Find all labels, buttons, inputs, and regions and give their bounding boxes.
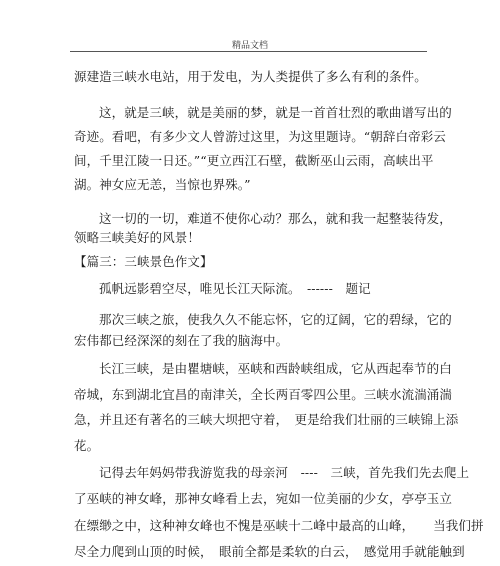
text-line: 记得去年妈妈带我游览我的母亲河 ---- 三峡，首先我们先去爬上 (99, 465, 470, 480)
text-line: 领略三峡美好的风景！ (74, 230, 201, 245)
text-line: 在缥缈之中，这种神女峰也不愧是巫峡十二峰中最高的山峰， 当我们拼 (74, 518, 484, 533)
text-line: 帝城，东到湖北宜昌的南津关，全长两百零四公里。三峡水流湍涌湍 (74, 387, 453, 402)
section-heading: 【篇三：三峡景色作文】 (74, 254, 213, 269)
text-line: 那次三峡之旅，使我久久不能忘怀，它的辽阔，它的碧绿，它的 (99, 312, 452, 327)
text-line: 长江三峡，是由瞿塘峡，巫峡和西龄峡组成，它从西起奉节的白 (99, 361, 452, 376)
text-line: 尽全力爬到山顶的时候， 眼前全都是柔软的白云， 感觉用手就能触到 (74, 544, 465, 559)
header-divider (70, 51, 427, 52)
text-line: 急，并且还有著名的三峡大坝把守着， 更是给我们壮丽的三峡锦上添 (74, 412, 459, 427)
page-header: 精品文档 (231, 41, 268, 51)
text-line: 宏伟都已经深深的刻在了我的脑海中。 (74, 333, 289, 348)
text-line: 湖。神女应无恙，当惊也界殊。” (74, 177, 251, 192)
text-line: 花。 (74, 438, 100, 453)
text-line: 间，千里江陵一日还。”“更立西江石壁，截断巫山云雨，高峡出平 (74, 153, 434, 168)
text-line: 源建造三峡水电站，用于发电，为人类提供了多么有利的条件。 (74, 69, 427, 84)
text-line: 奇迹。看吧，有多少文人曾游过这里，为这里题诗。“朝辞白帝彩云 (74, 129, 446, 144)
text-line: 这一切的一切，难道不使你心动？那么，就和我一起整装待发， (99, 211, 452, 226)
epigraph: 孤帆远影碧空尽，唯见长江天际流。 ------ 题记 (99, 281, 371, 296)
text-line: 这，就是三峡，就是美丽的梦，就是一首首壮烈的歌曲谱写出的 (99, 105, 452, 120)
text-line: 了巫峡的神女峰，那神女峰看上去，宛如一位美丽的少女，亭亭玉立 (74, 491, 453, 506)
